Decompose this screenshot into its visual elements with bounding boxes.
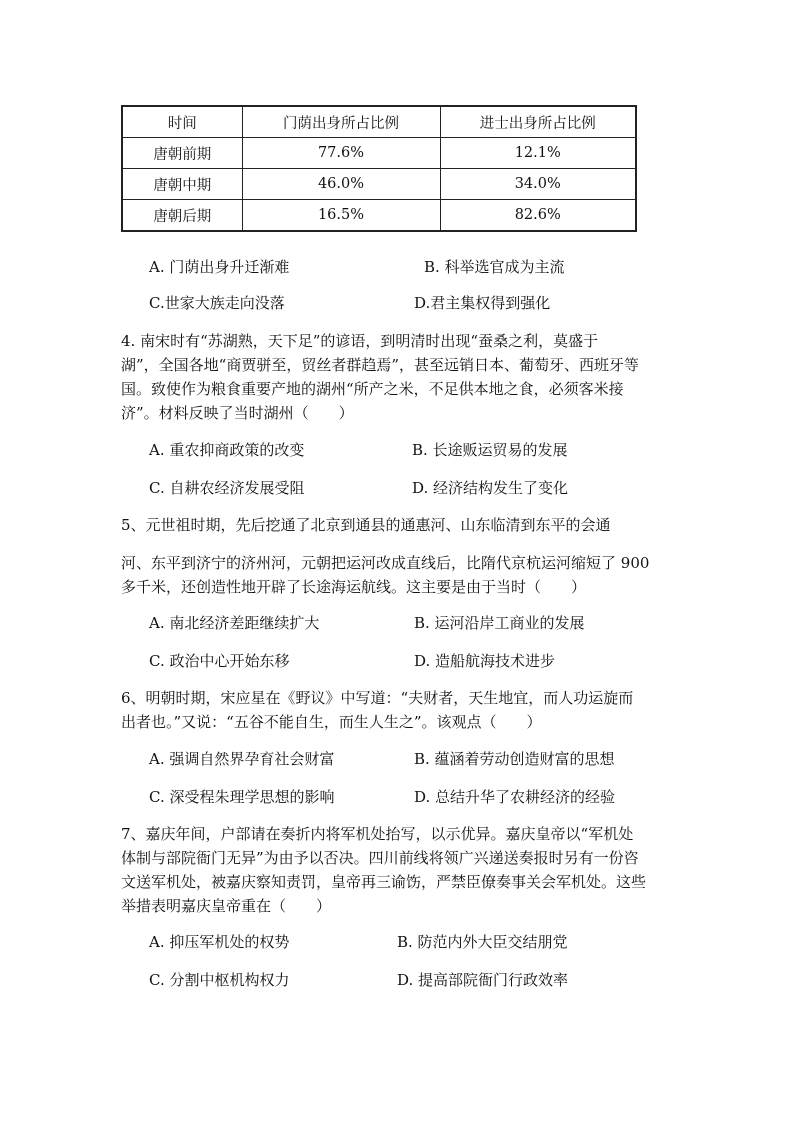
q5-option-a[interactable]: A. 南北经济差距继续扩大 [149,614,320,632]
q3-option-c[interactable]: C.世家大族走向没落 [149,294,285,312]
question-7-stem [121,822,681,918]
q7-option-a[interactable]: A. 抑压军机处的权势 [149,933,290,951]
q6-option-d[interactable]: D. 总结升华了农耕经济的经验 [414,788,616,806]
q4-option-c[interactable]: C. 自耕农经济发展受阻 [149,479,305,497]
table-row [122,169,636,200]
question-5-stem [121,513,681,537]
stem-line: 河、东平到济宁的济州河，元朝把运河改成直线后，比隋代京杭运河缩短了 900 [121,554,650,572]
q3-option-b[interactable]: B. 科举选官成为主流 [424,258,565,276]
table-cell: 唐朝前期 [122,138,242,169]
q6-option-a[interactable]: A. 强调自然界孕育社会财富 [149,750,335,768]
question-4-stem [121,329,681,425]
stem-line: 5、元世祖时期，先后挖通了北京到通县的通惠河、山东临清到东平的会通 [121,516,611,534]
stem-line: 文送军机处，被嘉庆察知责罚，皇帝再三谕饬，严禁臣僚奏事关会军机处。这些 [121,873,647,891]
q3-option-d[interactable]: D.君主集权得到强化 [414,294,551,312]
stem-line: 湖”，全国各地“商贾骈至，贸丝者群趋焉”，甚至远销日本、葡萄牙、西班牙等 [121,356,640,374]
table-row [122,138,636,169]
stem-line: 多千米，还创造性地开辟了长途海运航线。这主要是由于当时（ ） [121,578,587,596]
q7-option-d[interactable]: D. 提高部院衙门行政效率 [397,971,569,989]
table-cell: 唐朝后期 [122,200,242,232]
stem-line: 4. 南宋时有“苏湖熟，天下足”的谚语，到明清时出现“蚕桑之利，莫盛于 [121,332,599,350]
stem-line: 7、嘉庆年间，户部请在奏折内将军机处抬写，以示优异。嘉庆皇帝以“军机处 [121,825,634,843]
q7-option-c[interactable]: C. 分割中枢机构权力 [149,971,290,989]
stem-line: 体制与部院衙门无异”为由予以否决。四川前线将领广兴递送奏报时另有一份咨 [121,849,639,867]
q5-option-d[interactable]: D. 造船航海技术进步 [414,652,556,670]
q4-option-a[interactable]: A. 重农抑商政策的改变 [149,441,305,459]
q5-option-c[interactable]: C. 政治中心开始东移 [149,652,290,670]
table-header-cell: 门荫出身所占比例 [242,106,440,138]
q6-option-b[interactable]: B. 蕴涵着劳动创造财富的思想 [414,750,615,768]
table-cell: 77.6% [242,138,440,169]
table-header-row [122,106,636,138]
stem-line: 国。致使作为粮食重要产地的湖州“所产之米，不足供本地之食，必须客米接 [121,380,624,398]
stem-line: 济”。材料反映了当时湖州（ ） [121,404,354,422]
table-cell: 46.0% [242,169,440,200]
q7-option-b[interactable]: B. 防范内外大臣交结朋党 [397,933,568,951]
table-row [122,200,636,232]
stem-line: 6、明朝时期，宋应星在《野议》中写道：“夫财者，天生地宜，而人功运旋而 [121,689,634,707]
question-6-stem [121,686,681,734]
q6-option-c[interactable]: C. 深受程朱理学思想的影响 [149,788,335,806]
table-cell: 82.6% [440,200,636,232]
stem-line: 举措表明嘉庆皇帝重在（ ） [121,897,332,915]
table-cell: 34.0% [440,169,636,200]
ratio-table [121,105,637,232]
table-cell: 12.1% [440,138,636,169]
q5-option-b[interactable]: B. 运河沿岸工商业的发展 [414,614,585,632]
q4-option-b[interactable]: B. 长途贩运贸易的发展 [412,441,568,459]
stem-line: 出者也。”又说：“五谷不能自生，而生人生之”。该观点（ ） [121,713,542,731]
q3-option-a[interactable]: A. 门荫出身升迁渐难 [149,258,290,276]
table-header-cell: 时间 [122,106,242,138]
table-header-cell: 进士出身所占比例 [440,106,636,138]
table-cell: 唐朝中期 [122,169,242,200]
q4-option-d[interactable]: D. 经济结构发生了变化 [412,479,569,497]
table-cell: 16.5% [242,200,440,232]
question-5-stem-cont [121,551,681,599]
